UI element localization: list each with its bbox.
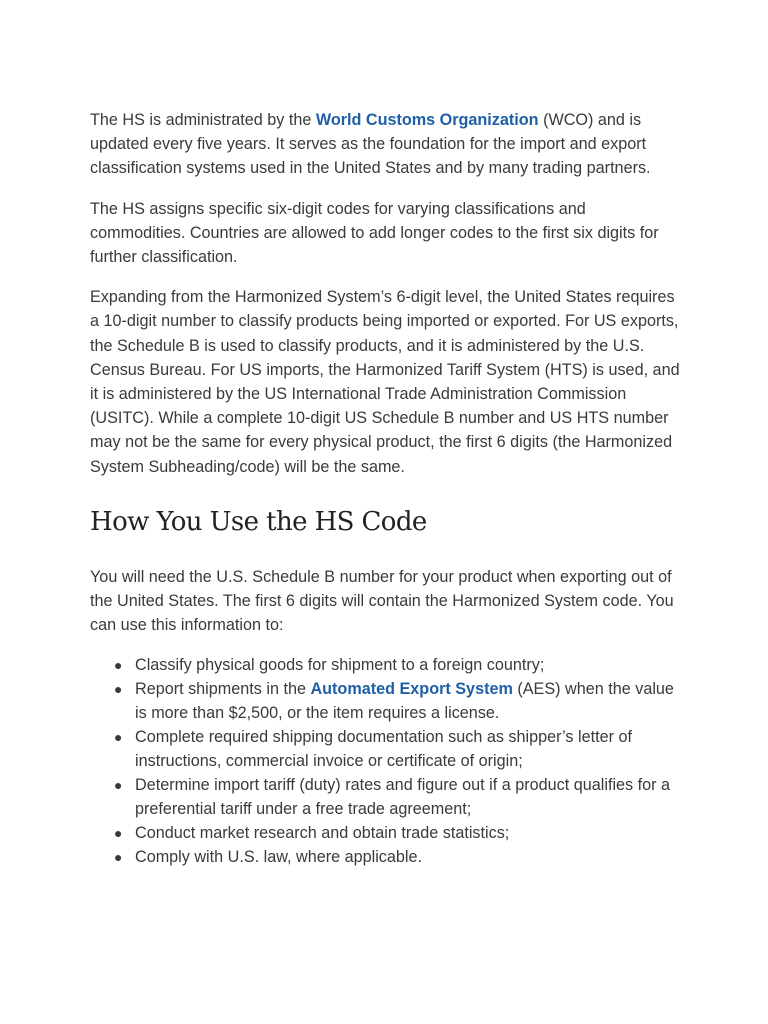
list-item: [114, 821, 682, 845]
world-customs-organization-link[interactable]: World Customs Organization: [315, 111, 539, 129]
list-item: [114, 677, 682, 725]
paragraph-wco-text-after: (WCO) and is updated every five years. It serves as the foundation for the import and export classification systems used in the United States and by many trading partners.: [90, 111, 651, 178]
list-item: [114, 725, 682, 773]
bullet-icon: ●: [114, 729, 123, 746]
paragraph-wco-text-before: The HS is administrated by the: [90, 111, 316, 129]
bullet-icon: ●: [114, 849, 123, 866]
list-item: [114, 773, 682, 821]
automated-export-system-link[interactable]: Automated Export System: [310, 680, 513, 699]
paragraph-six-digit-codes: The HS assigns specific six-digit codes for varying classifications and commodities. Countries are allowed to add longer codes to the first six digits for further classification.: [90, 199, 659, 267]
list-item-text: Conduct market research and obtain trade statistics;: [135, 824, 510, 843]
list-item-text-before: Report shipments in the: [135, 680, 311, 699]
uses-list: [90, 653, 682, 869]
list-item-text: Complete required shipping documentation such as shipper’s letter of instructions, commercial invoice or certificate of origin;: [135, 728, 633, 771]
list-item-text-after: (AES) when the value is more than $2,500, or the item requires a license.: [135, 680, 674, 723]
bullet-icon: ●: [114, 777, 123, 794]
paragraph-schedule-b: You will need the U.S. Schedule B number for your product when exporting out of the United States. The first 6 digits will contain the Harmonized System code. You can use this information to:: [90, 567, 674, 635]
list-item: [114, 653, 682, 677]
list-item: [114, 845, 682, 869]
paragraph-wco: [90, 108, 682, 181]
section-heading: How You Use the HS Code: [90, 506, 427, 537]
list-item-text: Determine import tariff (duty) rates and figure out if a product qualifies for a preferential tariff under a free trade agreement;: [135, 776, 671, 819]
list-item-text: Comply with U.S. law, where applicable.: [135, 848, 423, 867]
bullet-icon: ●: [114, 681, 123, 698]
bullet-icon: ●: [114, 657, 123, 674]
bullet-icon: ●: [114, 825, 123, 842]
article-body: [90, 108, 682, 869]
paragraph-ten-digit-number: Expanding from the Harmonized System’s 6-digit level, the United States requires a 10-digit number to classify products being imported or exported. For US exports, the Schedule B is used to classify products, and it is administered by the U.S. Census Bureau. For US imports, the Harmonized Tariff System (HTS) is used, and it is administered by the US International Trade Administration Commission (USITC). While a complete 10-digit US Schedule B number and US HTS number may not be the same for every physical product, the first 6 digits (the Harmonized System Subheading/code) will be the same.: [90, 288, 680, 476]
list-item-text: Classify physical goods for shipment to a foreign country;: [135, 656, 545, 675]
